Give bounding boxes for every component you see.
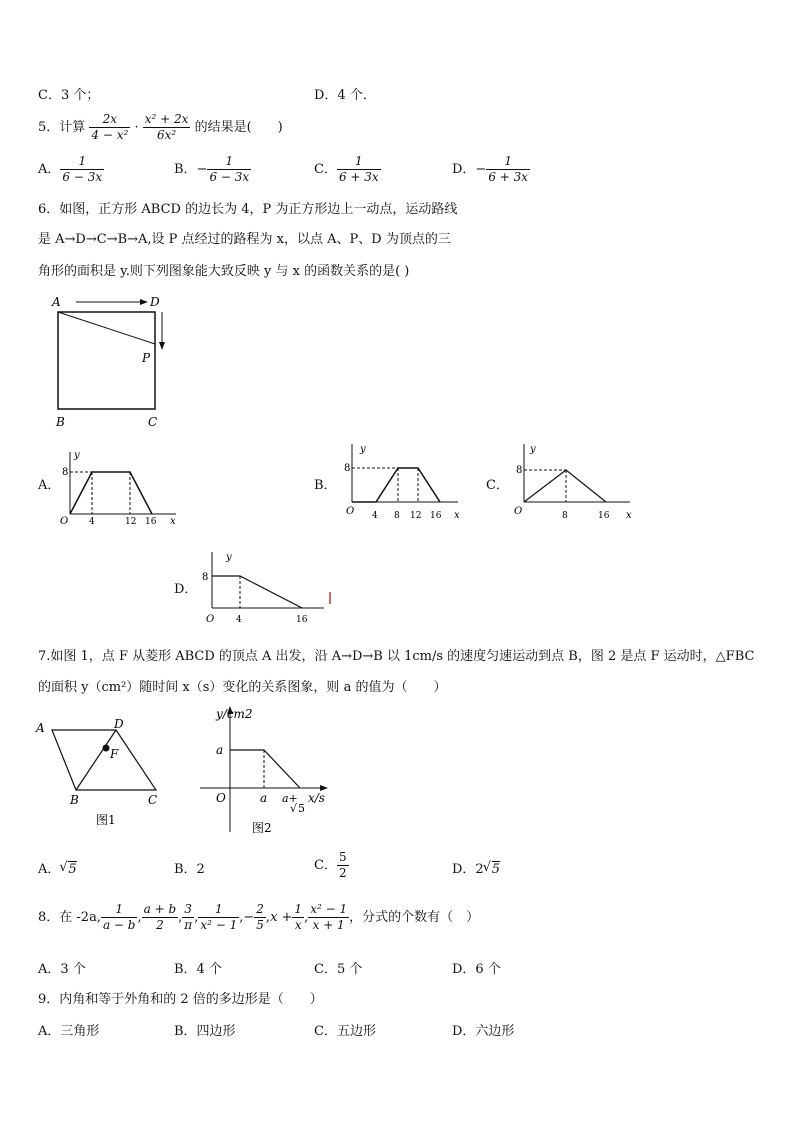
q6-line-1: 6．如图，正方形 ABCD 的边长为 4，P 为正方形边上一动点，运动路线 — [38, 202, 458, 217]
svg-text:a+: a+ — [282, 792, 298, 805]
label-B: B — [56, 415, 65, 429]
q7-figure-1 — [34, 712, 174, 830]
q8-option-a: A．3 个 — [38, 962, 86, 977]
svg-text:y: y — [360, 444, 366, 455]
q8-stem: 8．在 -2a, $\frac{1}{a - b}$ , $\frac{a + b}{2}$ , $\frac{3}{\pi}$ , $\frac{1}{\text{x² − 1}}$ ,− $\frac{2}{5}$ ,x + $\frac{1}{x}$ , $\frac{\text{x² − 1}}{x + 1}$ ，分式的个数有（ ） — [38, 902, 480, 932]
svg-text:x/s: x/s — [308, 791, 325, 805]
svg-text:F: F — [110, 747, 119, 761]
q7-option-d: D．2√ 5 — [452, 858, 500, 877]
svg-text:y: y — [74, 450, 80, 461]
graph-line — [212, 576, 302, 608]
segment-ap — [58, 312, 155, 344]
svg-text:O: O — [60, 516, 69, 527]
q7-figure-2 — [200, 704, 340, 838]
label-C: C — [148, 415, 158, 429]
svg-text:4: 4 — [89, 517, 95, 527]
svg-text:O: O — [346, 506, 355, 517]
svg-text:x: x — [170, 516, 176, 527]
q9-option-a: A．三角形 — [38, 1024, 100, 1039]
q8-option-b: B．4 个 — [174, 962, 222, 977]
q6-graph-c — [510, 440, 638, 524]
svg-text:C: C — [148, 793, 158, 807]
svg-text:a: a — [216, 743, 224, 757]
svg-text:y: y — [226, 552, 232, 563]
q5-option-d: D．− $\frac{1}{6 + 3x}$ — [452, 154, 529, 184]
label-D: D — [150, 295, 160, 309]
q4-option-c: C．3 个； — [38, 88, 100, 103]
svg-text:y/cm2: y/cm2 — [216, 707, 253, 721]
q6-option-a-label: A． — [38, 478, 61, 493]
q7-line-1: 7.如图 1，点 F 从菱形 ABCD 的顶点 A 出发，沿 A→D→B 以 1cm/s 的速度匀速运动到点 B，图 2 是点 F 运动时，△FBC — [38, 649, 755, 664]
q5-option-a: A． $\frac{1}{6 - 3x}$ — [38, 154, 103, 184]
q7-option-a: A．√ 5 — [38, 858, 77, 877]
svg-text:y: y — [530, 444, 536, 455]
square-abcd — [58, 312, 155, 409]
q7-line-2: 的面积 y（cm²）随时间 x（s）变化的关系图象，则 a 的值为（ ） — [38, 680, 447, 695]
svg-text:8: 8 — [394, 511, 400, 521]
svg-text:x: x — [626, 510, 632, 521]
svg-text:O: O — [206, 614, 215, 625]
svg-text:8: 8 — [516, 465, 523, 476]
q5-option-c: C． $\frac{1}{6 + 3x}$ — [314, 154, 379, 184]
graph-line — [230, 750, 300, 788]
svg-text:x: x — [454, 510, 460, 521]
svg-text:16: 16 — [598, 511, 610, 521]
svg-text:12: 12 — [125, 517, 137, 527]
q6-option-c-label: C． — [486, 478, 509, 493]
q6-square-figure — [40, 292, 190, 432]
svg-text:16: 16 — [296, 615, 308, 625]
svg-text:图1: 图1 — [96, 813, 116, 827]
q5-stem: 5．计算 $\frac{2x}{\text{4 − x²}}$ · $\frac{\text{x² + 2x}}{\text{6x²}}$ 的结果是( ) — [38, 112, 283, 142]
q9-stem: 9．内角和等于外角和的 2 倍的多边形是（ ） — [38, 992, 323, 1007]
svg-text:O: O — [514, 506, 523, 517]
svg-text:8: 8 — [344, 463, 351, 474]
q6-graph-a — [58, 446, 188, 528]
svg-text:16: 16 — [145, 517, 157, 527]
q6-option-b-label: B． — [314, 478, 337, 493]
svg-text:4: 4 — [236, 615, 242, 625]
q7-option-b: B．2 — [174, 862, 205, 877]
svg-text:a: a — [260, 791, 268, 805]
q5-fraction-2: $\frac{\text{x² + 2x}}{\text{6x²}}$ — [144, 112, 189, 142]
graph-line — [524, 470, 606, 502]
q9-option-d: D．六边形 — [452, 1024, 515, 1039]
svg-text:8: 8 — [62, 467, 69, 478]
svg-text:√: √ — [290, 802, 298, 815]
q9-option-b: B．四边形 — [174, 1024, 236, 1039]
q5-fraction-1: $\frac{2x}{\text{4 − x²}}$ — [91, 112, 129, 142]
q5-option-b: B．− $\frac{1}{6 - 3x}$ — [174, 154, 250, 184]
svg-text:4: 4 — [372, 511, 378, 521]
q6-graph-d — [200, 548, 340, 628]
q7-option-c: C． $\frac{5}{2}$ — [314, 850, 347, 880]
svg-text:5: 5 — [298, 802, 305, 815]
svg-text:O: O — [216, 791, 226, 805]
point-f — [103, 745, 110, 752]
svg-text:12: 12 — [410, 511, 422, 521]
svg-text:D: D — [114, 717, 124, 731]
svg-text:8: 8 — [562, 511, 568, 521]
svg-text:图2: 图2 — [252, 821, 272, 835]
q8-option-d: D．6 个 — [452, 962, 501, 977]
graph-line — [70, 472, 152, 514]
graph-line — [352, 468, 440, 502]
svg-text:8: 8 — [202, 572, 209, 583]
q6-graph-b — [340, 440, 470, 524]
q6-option-d-label: D． — [174, 582, 198, 597]
label-A: A — [52, 295, 61, 309]
q6-line-2: 是 A→D→C→B→A,设 P 点经过的路程为 x，以点 A、P、D 为顶点的三 — [38, 232, 451, 247]
rhombus-abcd — [52, 730, 156, 790]
q4-option-d: D．4 个． — [314, 88, 376, 103]
q8-option-c: C．5 个 — [314, 962, 363, 977]
svg-text:A: A — [36, 721, 45, 735]
q9-option-c: C．五边形 — [314, 1024, 376, 1039]
svg-text:16: 16 — [430, 511, 442, 521]
svg-text:B: B — [70, 793, 79, 807]
q6-line-3: 角形的面积是 y.则下列图象能大致反映 y 与 x 的函数关系的是( ) — [38, 264, 410, 279]
label-P: P — [142, 351, 151, 365]
